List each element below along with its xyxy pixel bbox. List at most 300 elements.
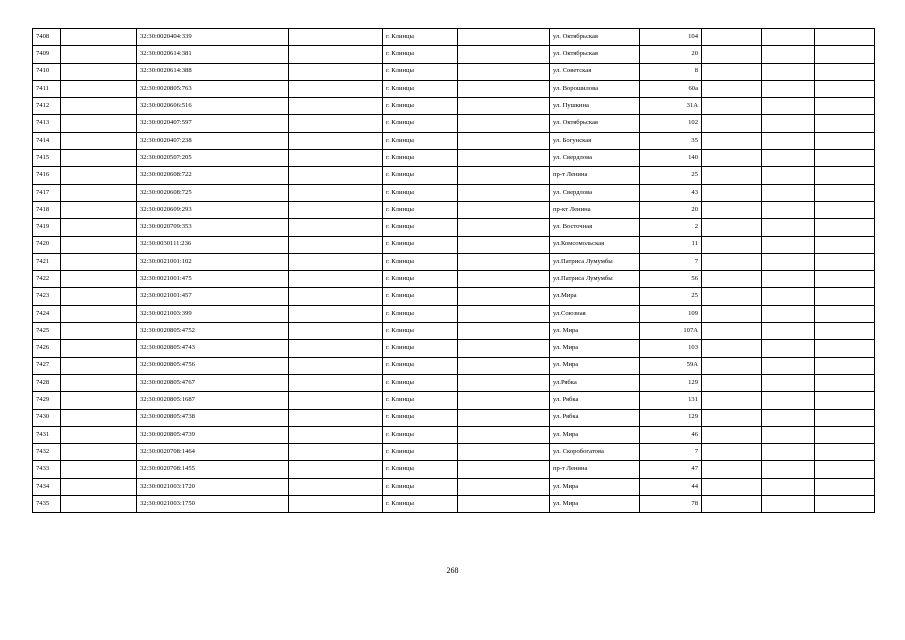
cadastral-number-cell: 32:30:0020805:763 [137, 80, 289, 97]
empty-cell [702, 63, 762, 80]
empty-cell [289, 46, 383, 63]
city-cell: г. Клинцы [383, 29, 458, 46]
row-number-cell: 7435 [33, 496, 61, 513]
row-number-cell: 7423 [33, 288, 61, 305]
empty-cell [815, 288, 875, 305]
row-number-cell: 7415 [33, 150, 61, 167]
cadastral-number-cell: 32:30:0020606:516 [137, 98, 289, 115]
empty-cell [815, 305, 875, 322]
empty-cell [458, 167, 550, 184]
empty-cell [815, 271, 875, 288]
empty-cell [61, 392, 137, 409]
empty-cell [458, 426, 550, 443]
city-cell: г. Клинцы [383, 201, 458, 218]
empty-cell [289, 357, 383, 374]
table-row [33, 409, 875, 426]
empty-cell [289, 340, 383, 357]
street-cell: ул.Комсомольская [550, 236, 640, 253]
row-number-cell: 7427 [33, 357, 61, 374]
empty-cell [289, 167, 383, 184]
cadastral-number-cell: 32:30:0030111:236 [137, 236, 289, 253]
city-cell: г. Клинцы [383, 98, 458, 115]
row-number-cell: 7417 [33, 184, 61, 201]
row-number-cell: 7418 [33, 201, 61, 218]
table-row [33, 98, 875, 115]
street-cell: ул. Мира [550, 478, 640, 495]
empty-cell [815, 115, 875, 132]
empty-cell [702, 374, 762, 391]
city-cell: г. Клинцы [383, 236, 458, 253]
empty-cell [61, 288, 137, 305]
house-number-cell: 11 [640, 236, 702, 253]
city-cell: г. Клинцы [383, 167, 458, 184]
empty-cell [762, 132, 815, 149]
cadastral-number-cell: 32:30:0020614:388 [137, 63, 289, 80]
empty-cell [289, 305, 383, 322]
row-number-cell: 7420 [33, 236, 61, 253]
empty-cell [458, 63, 550, 80]
empty-cell [815, 253, 875, 270]
cadastral-number-cell: 32:30:0020805:4739 [137, 426, 289, 443]
cadastral-number-cell: 32:30:0020407:238 [137, 132, 289, 149]
house-number-cell: 20 [640, 46, 702, 63]
empty-cell [458, 98, 550, 115]
empty-cell [289, 253, 383, 270]
empty-cell [702, 461, 762, 478]
empty-cell [815, 340, 875, 357]
city-cell: г. Клинцы [383, 80, 458, 97]
cadastral-number-cell: 32:30:0020805:4738 [137, 409, 289, 426]
empty-cell [762, 323, 815, 340]
empty-cell [762, 253, 815, 270]
empty-cell [458, 46, 550, 63]
city-cell: г. Клинцы [383, 63, 458, 80]
city-cell: г. Клинцы [383, 409, 458, 426]
row-number-cell: 7410 [33, 63, 61, 80]
empty-cell [702, 253, 762, 270]
empty-cell [702, 392, 762, 409]
cadastral-number-cell: 32:30:0020708:1455 [137, 461, 289, 478]
city-cell: г. Клинцы [383, 219, 458, 236]
house-number-cell: 102 [640, 115, 702, 132]
empty-cell [458, 132, 550, 149]
table-row [33, 374, 875, 391]
empty-cell [762, 357, 815, 374]
empty-cell [702, 323, 762, 340]
empty-cell [289, 271, 383, 288]
empty-cell [702, 132, 762, 149]
empty-cell [762, 219, 815, 236]
house-number-cell: 103 [640, 340, 702, 357]
empty-cell [702, 236, 762, 253]
empty-cell [702, 46, 762, 63]
street-cell: ул. Восточная [550, 219, 640, 236]
empty-cell [762, 201, 815, 218]
street-cell: ул. Свердлова [550, 150, 640, 167]
cadastral-number-cell: 32:30:0020609:293 [137, 201, 289, 218]
city-cell: г. Клинцы [383, 323, 458, 340]
empty-cell [815, 46, 875, 63]
city-cell: г. Клинцы [383, 478, 458, 495]
row-number-cell: 7416 [33, 167, 61, 184]
empty-cell [61, 374, 137, 391]
empty-cell [61, 496, 137, 513]
row-number-cell: 7414 [33, 132, 61, 149]
empty-cell [61, 323, 137, 340]
house-number-cell: 131 [640, 392, 702, 409]
cadastral-number-cell: 32:30:0020608:722 [137, 167, 289, 184]
empty-cell [289, 374, 383, 391]
table-row [33, 29, 875, 46]
empty-cell [458, 201, 550, 218]
city-cell: г. Клинцы [383, 253, 458, 270]
empty-cell [702, 496, 762, 513]
empty-cell [61, 444, 137, 461]
cadastral-number-cell: 32:30:0021003:1720 [137, 478, 289, 495]
empty-cell [289, 29, 383, 46]
empty-cell [458, 271, 550, 288]
city-cell: г. Клинцы [383, 392, 458, 409]
house-number-cell: 78 [640, 496, 702, 513]
empty-cell [61, 340, 137, 357]
row-number-cell: 7433 [33, 461, 61, 478]
empty-cell [762, 236, 815, 253]
cadastral-number-cell: 32:30:0021003:1750 [137, 496, 289, 513]
house-number-cell: 59А [640, 357, 702, 374]
empty-cell [458, 150, 550, 167]
empty-cell [702, 219, 762, 236]
table-row [33, 340, 875, 357]
row-number-cell: 7426 [33, 340, 61, 357]
empty-cell [458, 236, 550, 253]
empty-cell [762, 340, 815, 357]
cadastral-number-cell: 32:30:0020805:4756 [137, 357, 289, 374]
cadastral-number-cell: 32:30:0020608:725 [137, 184, 289, 201]
cadastral-number-cell: 32:30:0020805:4767 [137, 374, 289, 391]
empty-cell [61, 29, 137, 46]
cadastral-number-cell: 32:30:0021001:475 [137, 271, 289, 288]
street-cell: ул. Мира [550, 357, 640, 374]
empty-cell [289, 115, 383, 132]
street-cell: ул.Мира [550, 288, 640, 305]
empty-cell [815, 132, 875, 149]
empty-cell [61, 219, 137, 236]
empty-cell [289, 98, 383, 115]
empty-cell [762, 461, 815, 478]
empty-cell [815, 392, 875, 409]
empty-cell [762, 478, 815, 495]
empty-cell [458, 115, 550, 132]
table-row [33, 219, 875, 236]
empty-cell [762, 496, 815, 513]
street-cell: ул.Патриса Лумумбы [550, 253, 640, 270]
table-row [33, 132, 875, 149]
empty-cell [61, 236, 137, 253]
row-number-cell: 7431 [33, 426, 61, 443]
empty-cell [61, 461, 137, 478]
empty-cell [458, 80, 550, 97]
house-number-cell: 60а [640, 80, 702, 97]
empty-cell [289, 80, 383, 97]
table-row [33, 80, 875, 97]
row-number-cell: 7424 [33, 305, 61, 322]
city-cell: г. Клинцы [383, 115, 458, 132]
empty-cell [61, 357, 137, 374]
city-cell: г. Клинцы [383, 150, 458, 167]
table-row [33, 201, 875, 218]
empty-cell [61, 98, 137, 115]
house-number-cell: 104 [640, 29, 702, 46]
table-row [33, 478, 875, 495]
table-row [33, 357, 875, 374]
empty-cell [762, 115, 815, 132]
street-cell: ул. Мира [550, 323, 640, 340]
row-number-cell: 7409 [33, 46, 61, 63]
house-number-cell: 46 [640, 426, 702, 443]
row-number-cell: 7432 [33, 444, 61, 461]
empty-cell [815, 236, 875, 253]
empty-cell [458, 357, 550, 374]
empty-cell [289, 409, 383, 426]
street-cell: ул. Скоробогатова [550, 444, 640, 461]
table-row [33, 271, 875, 288]
empty-cell [702, 150, 762, 167]
empty-cell [815, 167, 875, 184]
empty-cell [762, 63, 815, 80]
empty-cell [762, 426, 815, 443]
empty-cell [815, 323, 875, 340]
empty-cell [815, 184, 875, 201]
house-number-cell: 20 [640, 201, 702, 218]
empty-cell [61, 46, 137, 63]
table-row [33, 392, 875, 409]
empty-cell [458, 478, 550, 495]
street-cell: ул.Рябка [550, 374, 640, 391]
empty-cell [61, 478, 137, 495]
empty-cell [61, 201, 137, 218]
empty-cell [762, 80, 815, 97]
street-cell: ул. Свердлова [550, 184, 640, 201]
cadastral-number-cell: 32:30:0020805:1687 [137, 392, 289, 409]
city-cell: г. Клинцы [383, 288, 458, 305]
house-number-cell: 25 [640, 288, 702, 305]
empty-cell [289, 478, 383, 495]
house-number-cell: 7 [640, 444, 702, 461]
house-number-cell: 35 [640, 132, 702, 149]
empty-cell [815, 461, 875, 478]
table-row [33, 496, 875, 513]
street-cell: ул. Рябка [550, 392, 640, 409]
empty-cell [815, 201, 875, 218]
empty-cell [762, 98, 815, 115]
row-number-cell: 7411 [33, 80, 61, 97]
empty-cell [289, 201, 383, 218]
empty-cell [815, 98, 875, 115]
row-number-cell: 7434 [33, 478, 61, 495]
empty-cell [815, 80, 875, 97]
street-cell: ул. Ворошилова [550, 80, 640, 97]
empty-cell [289, 461, 383, 478]
empty-cell [762, 288, 815, 305]
empty-cell [702, 444, 762, 461]
row-number-cell: 7428 [33, 374, 61, 391]
empty-cell [762, 374, 815, 391]
table-row [33, 426, 875, 443]
street-cell: ул.Патриса Лумумбы [550, 271, 640, 288]
table-row [33, 46, 875, 63]
empty-cell [458, 288, 550, 305]
street-cell: ул. Октябрьская [550, 46, 640, 63]
empty-cell [458, 340, 550, 357]
table-row [33, 150, 875, 167]
street-cell: ул. Октябрьская [550, 29, 640, 46]
house-number-cell: 140 [640, 150, 702, 167]
street-cell: ул. Октябрьская [550, 115, 640, 132]
house-number-cell: 25 [640, 167, 702, 184]
empty-cell [702, 167, 762, 184]
cadastral-number-cell: 32:30:0020404:339 [137, 29, 289, 46]
empty-cell [289, 63, 383, 80]
row-number-cell: 7408 [33, 29, 61, 46]
street-cell: ул. Рябка [550, 409, 640, 426]
page-number: 268 [446, 566, 459, 575]
street-cell: пр-т Ленина [550, 167, 640, 184]
house-number-cell: 44 [640, 478, 702, 495]
house-number-cell: 109 [640, 305, 702, 322]
empty-cell [702, 288, 762, 305]
house-number-cell: 47 [640, 461, 702, 478]
empty-cell [458, 305, 550, 322]
empty-cell [61, 305, 137, 322]
empty-cell [815, 478, 875, 495]
table-row [33, 63, 875, 80]
cadastral-number-cell: 32:30:0020709:353 [137, 219, 289, 236]
house-number-cell: 56 [640, 271, 702, 288]
empty-cell [815, 219, 875, 236]
empty-cell [289, 392, 383, 409]
house-number-cell: 129 [640, 374, 702, 391]
empty-cell [458, 374, 550, 391]
city-cell: г. Клинцы [383, 461, 458, 478]
empty-cell [61, 115, 137, 132]
empty-cell [289, 184, 383, 201]
empty-cell [702, 409, 762, 426]
empty-cell [815, 426, 875, 443]
empty-cell [458, 184, 550, 201]
city-cell: г. Клинцы [383, 496, 458, 513]
row-number-cell: 7419 [33, 219, 61, 236]
empty-cell [702, 98, 762, 115]
street-cell: ул. Мира [550, 426, 640, 443]
city-cell: г. Клинцы [383, 184, 458, 201]
empty-cell [61, 253, 137, 270]
empty-cell [762, 392, 815, 409]
street-cell: пр-кт Ленина [550, 201, 640, 218]
empty-cell [458, 253, 550, 270]
empty-cell [289, 236, 383, 253]
city-cell: г. Клинцы [383, 426, 458, 443]
empty-cell [815, 409, 875, 426]
empty-cell [458, 219, 550, 236]
table-row [33, 461, 875, 478]
table-row [33, 323, 875, 340]
row-number-cell: 7425 [33, 323, 61, 340]
empty-cell [702, 115, 762, 132]
empty-cell [61, 63, 137, 80]
table-row [33, 444, 875, 461]
empty-cell [762, 184, 815, 201]
house-number-cell: 2 [640, 219, 702, 236]
empty-cell [458, 444, 550, 461]
empty-cell [815, 374, 875, 391]
row-number-cell: 7412 [33, 98, 61, 115]
street-cell: ул. Пушкина [550, 98, 640, 115]
empty-cell [702, 340, 762, 357]
empty-cell [815, 444, 875, 461]
empty-cell [815, 150, 875, 167]
empty-cell [289, 132, 383, 149]
empty-cell [289, 288, 383, 305]
row-number-cell: 7429 [33, 392, 61, 409]
empty-cell [458, 29, 550, 46]
empty-cell [61, 271, 137, 288]
street-cell: ул.Союзная [550, 305, 640, 322]
table-row [33, 288, 875, 305]
empty-cell [762, 150, 815, 167]
empty-cell [702, 478, 762, 495]
empty-cell [61, 184, 137, 201]
empty-cell [458, 496, 550, 513]
empty-cell [458, 461, 550, 478]
empty-cell [762, 305, 815, 322]
street-cell: ул. Богунская [550, 132, 640, 149]
empty-cell [61, 80, 137, 97]
empty-cell [815, 496, 875, 513]
empty-cell [458, 392, 550, 409]
empty-cell [61, 132, 137, 149]
city-cell: г. Клинцы [383, 444, 458, 461]
empty-cell [702, 29, 762, 46]
empty-cell [762, 444, 815, 461]
house-number-cell: 7 [640, 253, 702, 270]
empty-cell [702, 271, 762, 288]
row-number-cell: 7422 [33, 271, 61, 288]
row-number-cell: 7421 [33, 253, 61, 270]
empty-cell [762, 271, 815, 288]
house-number-cell: 31А [640, 98, 702, 115]
house-number-cell: 8 [640, 63, 702, 80]
empty-cell [762, 409, 815, 426]
city-cell: г. Клинцы [383, 305, 458, 322]
city-cell: г. Клинцы [383, 132, 458, 149]
empty-cell [289, 426, 383, 443]
empty-cell [289, 150, 383, 167]
city-cell: г. Клинцы [383, 374, 458, 391]
cadastral-number-cell: 32:30:0020407:597 [137, 115, 289, 132]
cadastral-number-cell: 32:30:0021001:102 [137, 253, 289, 270]
table-row [33, 115, 875, 132]
cadastral-number-cell: 32:30:0020708:1464 [137, 444, 289, 461]
city-cell: г. Клинцы [383, 271, 458, 288]
empty-cell [61, 426, 137, 443]
cadastral-number-cell: 32:30:0021003:399 [137, 305, 289, 322]
city-cell: г. Клинцы [383, 340, 458, 357]
empty-cell [762, 46, 815, 63]
empty-cell [762, 29, 815, 46]
empty-cell [702, 305, 762, 322]
empty-cell [289, 323, 383, 340]
empty-cell [61, 167, 137, 184]
